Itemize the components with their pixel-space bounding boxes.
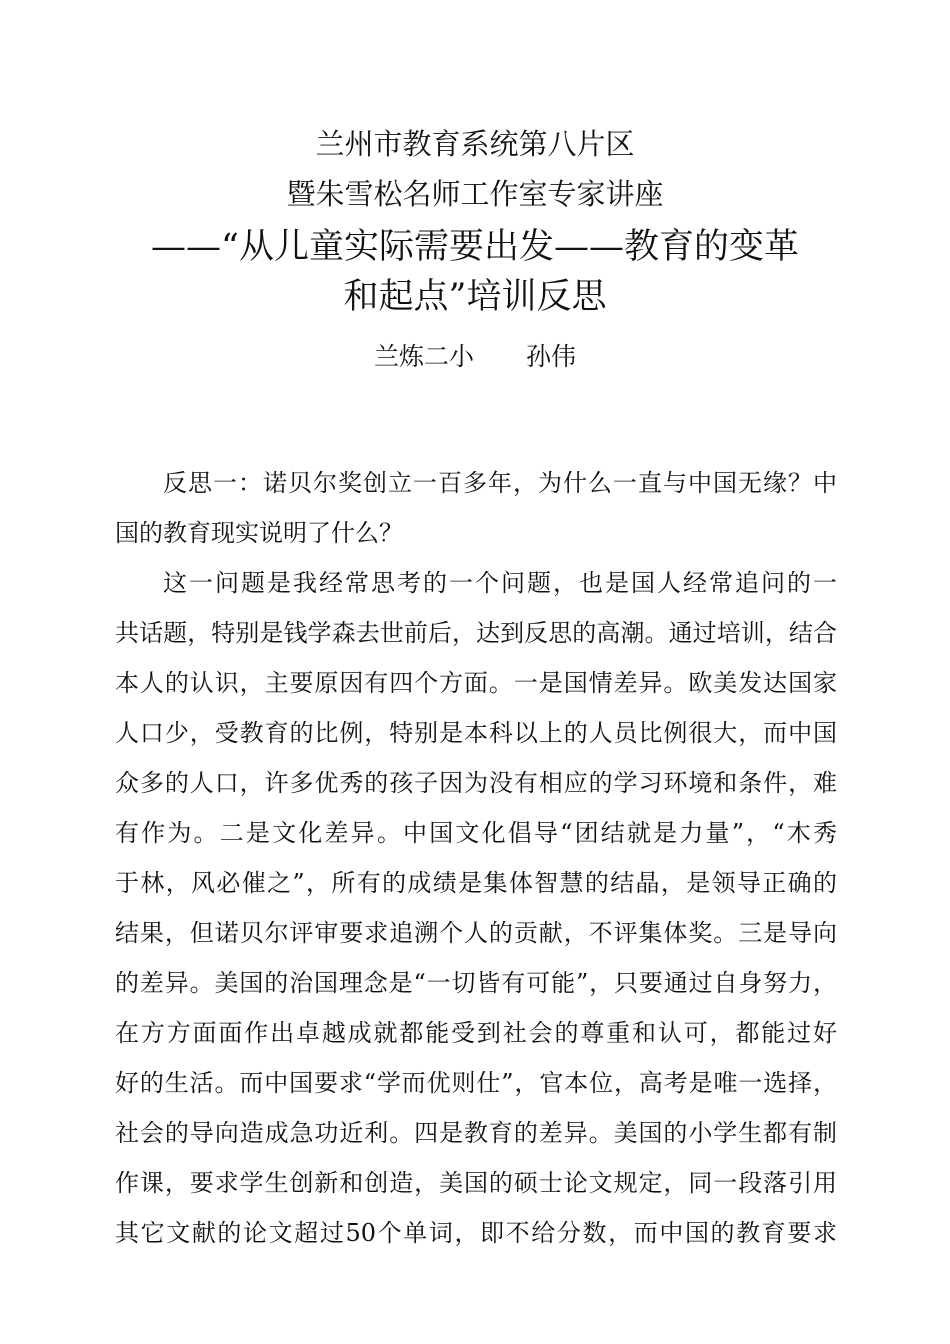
body-line: 结果，但诺贝尔评审要求追溯个人的贡献，不评集体奖。三是导向	[115, 919, 837, 947]
body-line: 其它文献的论文超过50个单词，即不给分数，而中国的教育要求	[115, 1219, 837, 1247]
body-line: 国的教育现实说明了什么？	[115, 519, 403, 547]
body-line: 众多的人口，许多优秀的孩子因为没有相应的学习环境和条件，难	[115, 769, 837, 797]
body-line: 作课，要求学生创新和创造，美国的硕士论文规定，同一段落引用	[115, 1169, 837, 1197]
byline	[0, 344, 950, 369]
body-line: 于林，风必催之”，所有的成绩是集体智慧的结晶，是领导正确的	[115, 869, 837, 897]
body-line: 这一问题是我经常思考的一个问题，也是国人经常追问的一	[163, 569, 837, 597]
body-line: 社会的导向造成急功近利。四是教育的差异。美国的小学生都有制	[115, 1119, 837, 1147]
author-name: 孙伟	[526, 342, 577, 371]
title-line-2: 暨朱雪松名师工作室专家讲座	[286, 177, 664, 211]
school-name: 兰炼二小	[373, 342, 474, 371]
body-line: 有作为。二是文化差异。中国文化倡导“团结就是力量”，“木秀	[115, 819, 837, 847]
body-line: 在方方面面作出卓越成就都能受到社会的尊重和认可，都能过好	[115, 1019, 837, 1047]
body-line: 本人的认识，主要原因有四个方面。一是国情差异。欧美发达国家	[115, 669, 837, 697]
body-line: 的差异。美国的治国理念是“一切皆有可能”，只要通过自身努力，	[115, 969, 837, 997]
body-line: 人口少，受教育的比例，特别是本科以上的人员比例很大，而中国	[115, 719, 837, 747]
body-line: 反思一：诺贝尔奖创立一百多年，为什么一直与中国无缘？中	[163, 469, 837, 497]
body-line: 好的生活。而中国要求“学而优则仕”，官本位，高考是唯一选择，	[115, 1069, 837, 1097]
title-line-3: ——“从儿童实际需要出发——教育的变革	[151, 227, 799, 267]
body-text	[115, 458, 837, 1258]
body-line: 共话题，特别是钱学森去世前后，达到反思的高潮。通过培训，结合	[115, 619, 837, 647]
title-line-4: 和起点”培训反思	[343, 277, 607, 317]
title-line-1: 兰州市教育系统第八片区	[315, 127, 635, 161]
